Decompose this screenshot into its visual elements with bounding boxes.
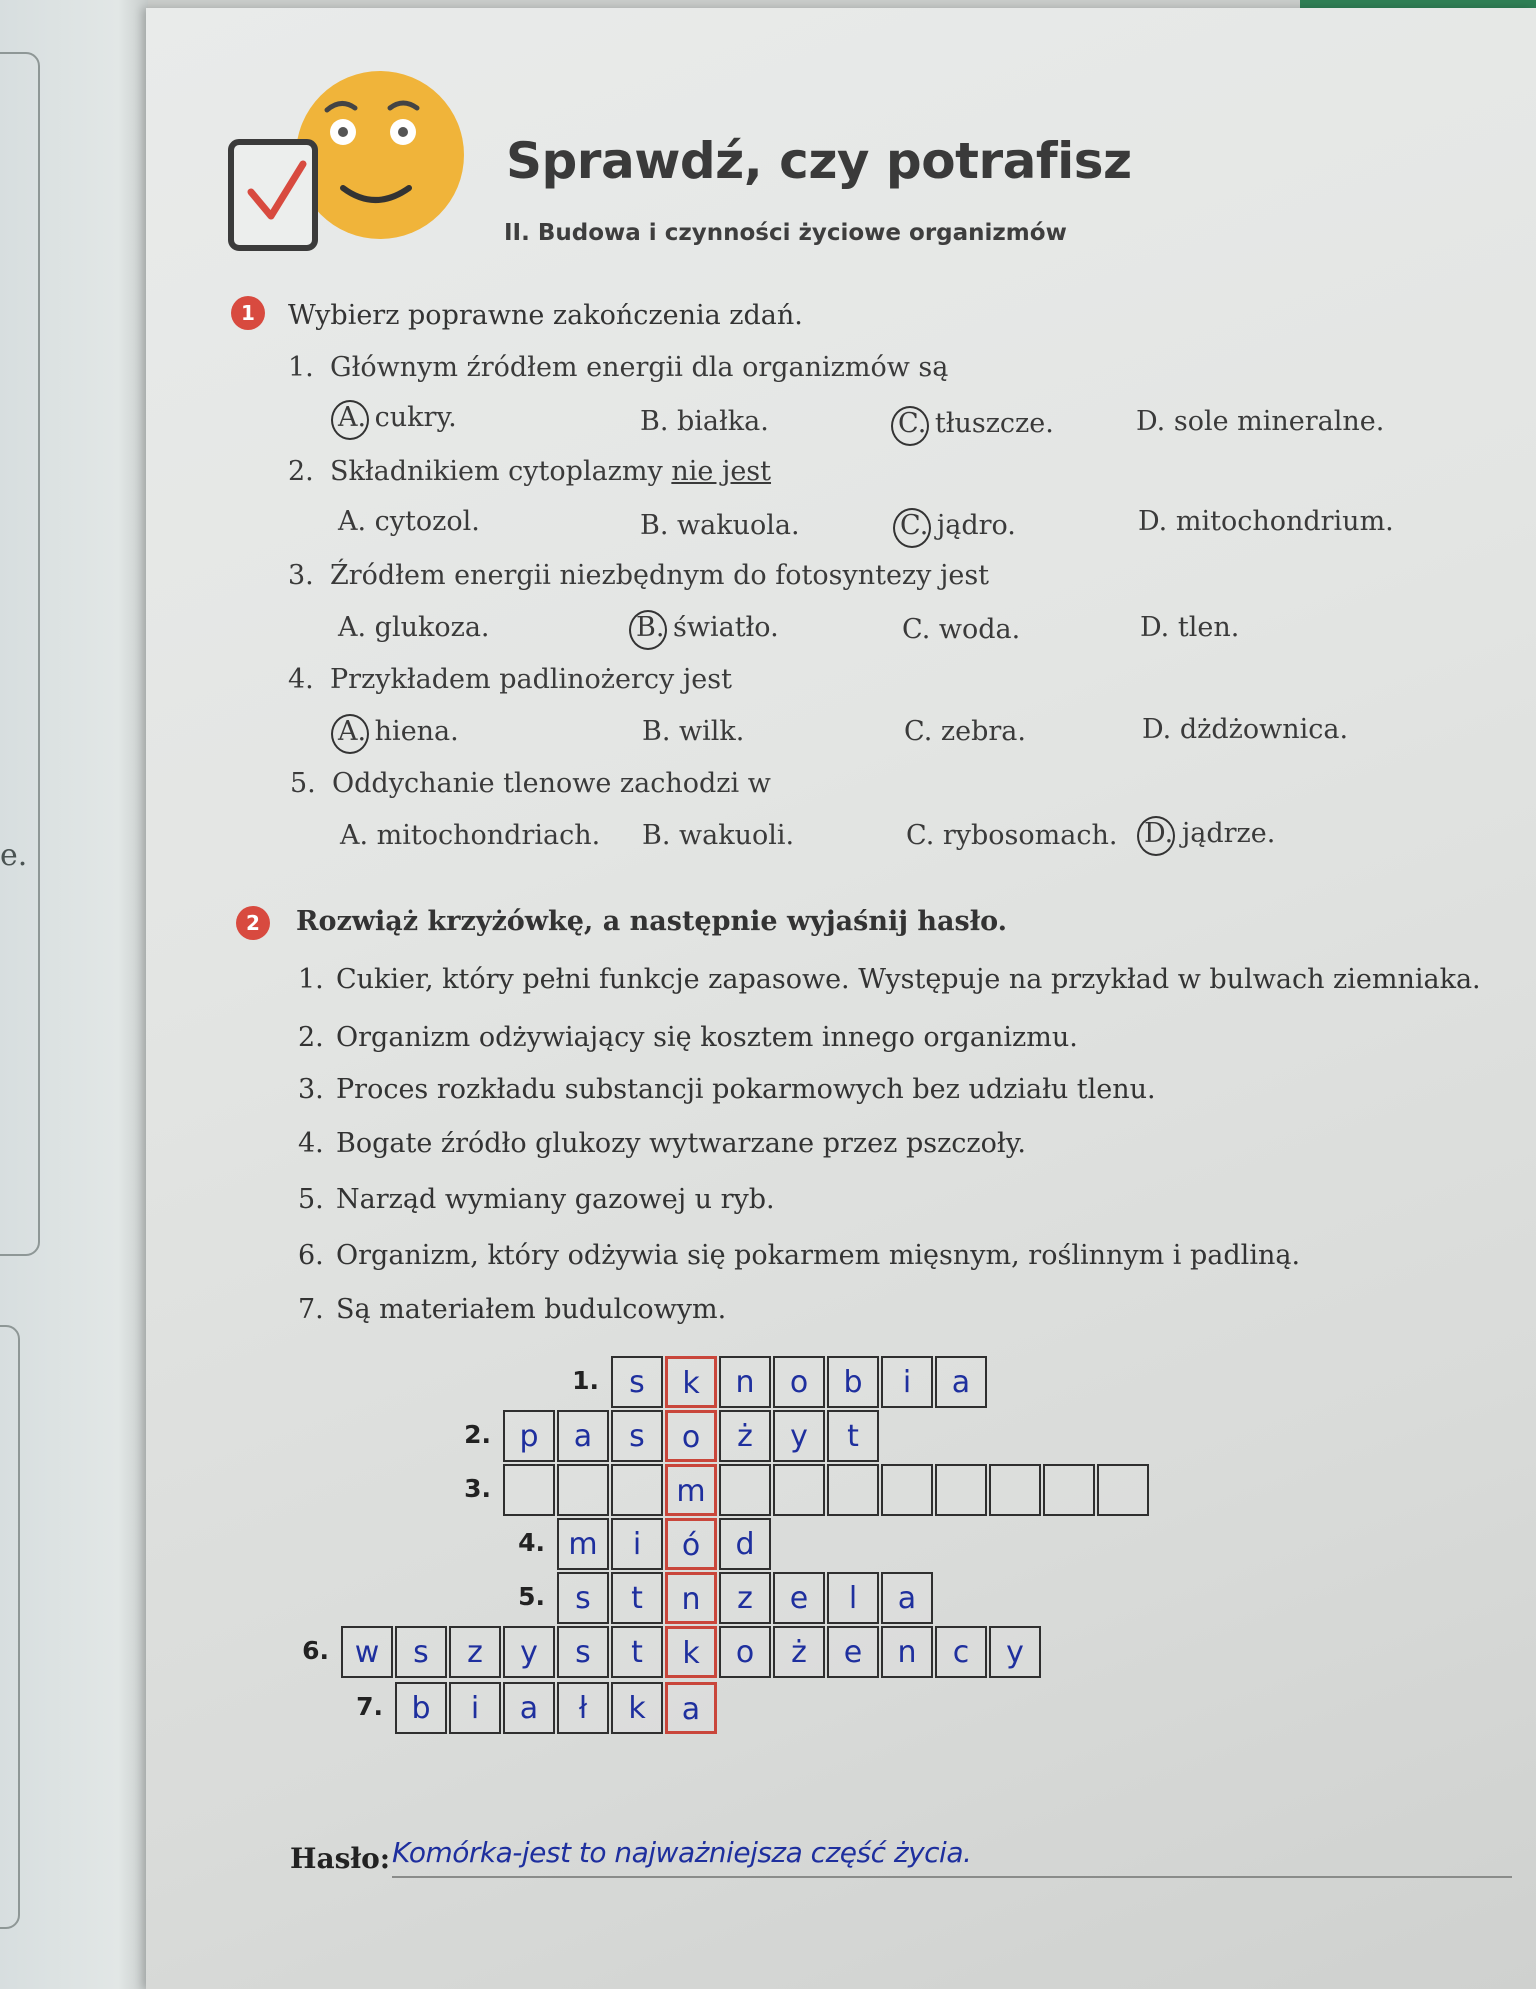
crossword-cell[interactable]: a bbox=[881, 1572, 933, 1624]
question-4-stem: 4. Przykładem padlinożercy jest bbox=[288, 664, 732, 695]
clue-5: 5. Narząd wymiany gazowej u ryb. bbox=[298, 1184, 775, 1215]
crossword-cell[interactable]: e bbox=[773, 1572, 825, 1624]
crossword-cell[interactable] bbox=[1097, 1464, 1149, 1516]
haslo-answer[interactable]: Komórka-jest to najważniejsza część życia. bbox=[392, 1836, 972, 1869]
q3-option-d[interactable]: D. tlen. bbox=[1140, 612, 1240, 643]
q2-option-c[interactable]: C. jądro. bbox=[900, 510, 1016, 541]
crossword-cell[interactable] bbox=[989, 1464, 1041, 1516]
crossword-cell[interactable]: d bbox=[719, 1518, 771, 1570]
q3-option-b[interactable]: B. światło. bbox=[636, 612, 779, 643]
crossword-cell[interactable]: y bbox=[989, 1626, 1041, 1678]
crossword-cell[interactable]: m bbox=[557, 1518, 609, 1570]
q1-option-b[interactable]: B. białka. bbox=[640, 406, 769, 437]
crossword-cell[interactable]: k bbox=[611, 1682, 663, 1734]
q5-option-a[interactable]: A. mitochondriach. bbox=[340, 820, 601, 851]
crossword-cell[interactable]: o bbox=[773, 1356, 825, 1408]
q2-option-b[interactable]: B. wakuola. bbox=[640, 510, 800, 541]
crossword-cell[interactable]: t bbox=[611, 1626, 663, 1678]
q2-option-a[interactable]: A. cytozol. bbox=[338, 506, 480, 537]
clue-1: 1. Cukier, który pełni funkcje zapasowe. Występuje na przykład w bulwach ziemniaka. bbox=[298, 964, 1481, 995]
q4-option-c[interactable]: C. zebra. bbox=[904, 716, 1026, 747]
exercise-1-badge: 1 bbox=[231, 296, 265, 330]
crossword-row-label: 6. bbox=[302, 1636, 329, 1665]
page-subtitle: II. Budowa i czynności życiowe organizmów bbox=[504, 220, 1067, 246]
crossword-row-label: 5. bbox=[518, 1582, 545, 1611]
crossword-cell[interactable]: b bbox=[827, 1356, 879, 1408]
q1-option-c[interactable]: C. tłuszcze. bbox=[898, 408, 1054, 439]
crossword-cell[interactable] bbox=[611, 1464, 663, 1516]
crossword-row-label: 4. bbox=[518, 1528, 545, 1557]
crossword-cell[interactable]: a bbox=[503, 1682, 555, 1734]
previous-page-frame bbox=[0, 52, 40, 1256]
exercise-2-title: Rozwiąż krzyżówkę, a następnie wyjaśnij hasło. bbox=[296, 906, 1008, 937]
q1-option-a[interactable]: A. cukry. bbox=[338, 402, 457, 433]
crossword-cell[interactable]: s bbox=[611, 1410, 663, 1462]
crossword-cell[interactable] bbox=[881, 1464, 933, 1516]
crossword-cell[interactable]: o bbox=[719, 1626, 771, 1678]
q4-option-b[interactable]: B. wilk. bbox=[642, 716, 745, 747]
crossword-cell[interactable]: y bbox=[503, 1626, 555, 1678]
crossword-key-cell[interactable]: a bbox=[665, 1682, 717, 1734]
previous-page-text: e. bbox=[0, 838, 28, 873]
q5-option-d[interactable]: D. jądrze. bbox=[1144, 818, 1276, 849]
question-2-stem: 2. Składnikiem cytoplazmy nie jest bbox=[288, 456, 772, 487]
crossword-key-cell[interactable]: o bbox=[665, 1410, 717, 1462]
crossword-cell[interactable]: n bbox=[719, 1356, 771, 1408]
crossword-cell[interactable] bbox=[557, 1464, 609, 1516]
crossword-cell[interactable]: z bbox=[719, 1572, 771, 1624]
crossword-cell[interactable]: t bbox=[611, 1572, 663, 1624]
crossword-cell[interactable]: y bbox=[773, 1410, 825, 1462]
crossword-cell[interactable]: e bbox=[827, 1626, 879, 1678]
clue-3: 3. Proces rozkładu substancji pokarmowych bez udziału tlenu. bbox=[298, 1074, 1156, 1105]
question-3-stem: 3. Źródłem energii niezbędnym do fotosyntezy jest bbox=[288, 560, 990, 591]
crossword-cell[interactable]: w bbox=[341, 1626, 393, 1678]
haslo-label: Hasło: bbox=[290, 1842, 391, 1875]
crossword-cell[interactable]: n bbox=[881, 1626, 933, 1678]
crossword-cell[interactable]: l bbox=[827, 1572, 879, 1624]
crossword-cell[interactable]: a bbox=[557, 1410, 609, 1462]
crossword-cell[interactable]: s bbox=[611, 1356, 663, 1408]
crossword-cell[interactable] bbox=[1043, 1464, 1095, 1516]
page-title: Sprawdź, czy potrafisz bbox=[506, 132, 1132, 190]
crossword-cell[interactable]: c bbox=[935, 1626, 987, 1678]
crossword-key-cell[interactable]: m bbox=[665, 1464, 717, 1516]
q4-option-d[interactable]: D. dżdżownica. bbox=[1142, 714, 1349, 745]
crossword-cell[interactable] bbox=[503, 1464, 555, 1516]
crossword-cell[interactable] bbox=[935, 1464, 987, 1516]
crossword-row-label: 3. bbox=[464, 1474, 491, 1503]
crossword-cell[interactable]: p bbox=[503, 1410, 555, 1462]
crossword-row-label: 1. bbox=[572, 1366, 599, 1395]
q2-option-d[interactable]: D. mitochondrium. bbox=[1138, 506, 1394, 537]
q4-option-a[interactable]: A. hiena. bbox=[338, 716, 459, 747]
crossword-key-cell[interactable]: k bbox=[665, 1356, 717, 1408]
crossword-cell[interactable] bbox=[827, 1464, 879, 1516]
previous-page-frame-lower bbox=[0, 1325, 20, 1929]
crossword-cell[interactable]: ł bbox=[557, 1682, 609, 1734]
crossword-cell[interactable]: b bbox=[395, 1682, 447, 1734]
q3-option-a[interactable]: A. glukoza. bbox=[338, 612, 490, 643]
crossword-row-label: 7. bbox=[356, 1692, 383, 1721]
crossword-key-cell[interactable]: ó bbox=[665, 1518, 717, 1570]
crossword-cell[interactable]: i bbox=[611, 1518, 663, 1570]
crossword-cell[interactable]: t bbox=[827, 1410, 879, 1462]
crossword-cell[interactable]: s bbox=[395, 1626, 447, 1678]
crossword-cell[interactable] bbox=[773, 1464, 825, 1516]
clue-4: 4. Bogate źródło glukozy wytwarzane przez pszczoły. bbox=[298, 1128, 1026, 1159]
crossword-cell[interactable]: s bbox=[557, 1572, 609, 1624]
crossword-key-cell[interactable]: k bbox=[665, 1626, 717, 1678]
crossword-cell[interactable]: z bbox=[449, 1626, 501, 1678]
crossword-cell[interactable]: ż bbox=[719, 1410, 771, 1462]
crossword-cell[interactable]: s bbox=[557, 1626, 609, 1678]
crossword-row-label: 2. bbox=[464, 1420, 491, 1449]
crossword-cell[interactable]: a bbox=[935, 1356, 987, 1408]
clue-6: 6. Organizm, który odżywia się pokarmem mięsnym, roślinnym i padliną. bbox=[298, 1240, 1301, 1271]
answer-line bbox=[392, 1876, 1512, 1878]
clue-7: 7. Są materiałem budulcowym. bbox=[298, 1294, 727, 1325]
crossword-cell[interactable]: ż bbox=[773, 1626, 825, 1678]
crossword-cell[interactable] bbox=[719, 1464, 771, 1516]
q1-option-d[interactable]: D. sole mineralne. bbox=[1136, 406, 1385, 437]
checklist-smiley-icon bbox=[225, 70, 465, 260]
q5-option-b[interactable]: B. wakuoli. bbox=[642, 820, 795, 851]
crossword-key-cell[interactable]: n bbox=[665, 1572, 717, 1624]
page-top-strip bbox=[1300, 0, 1536, 8]
exercise-2-badge: 2 bbox=[236, 906, 270, 940]
question-5-stem: 5. Oddychanie tlenowe zachodzi w bbox=[290, 768, 771, 799]
exercise-1-title: Wybierz poprawne zakończenia zdań. bbox=[288, 300, 803, 331]
q3-option-c[interactable]: C. woda. bbox=[902, 614, 1021, 645]
previous-page-edge bbox=[0, 0, 148, 1989]
crossword-cell[interactable]: i bbox=[449, 1682, 501, 1734]
q5-option-c[interactable]: C. rybosomach. bbox=[906, 820, 1118, 851]
crossword-cell[interactable]: i bbox=[881, 1356, 933, 1408]
question-1-stem: 1. Głównym źródłem energii dla organizmów są bbox=[288, 352, 949, 383]
clue-2: 2. Organizm odżywiający się kosztem innego organizmu. bbox=[298, 1022, 1078, 1053]
